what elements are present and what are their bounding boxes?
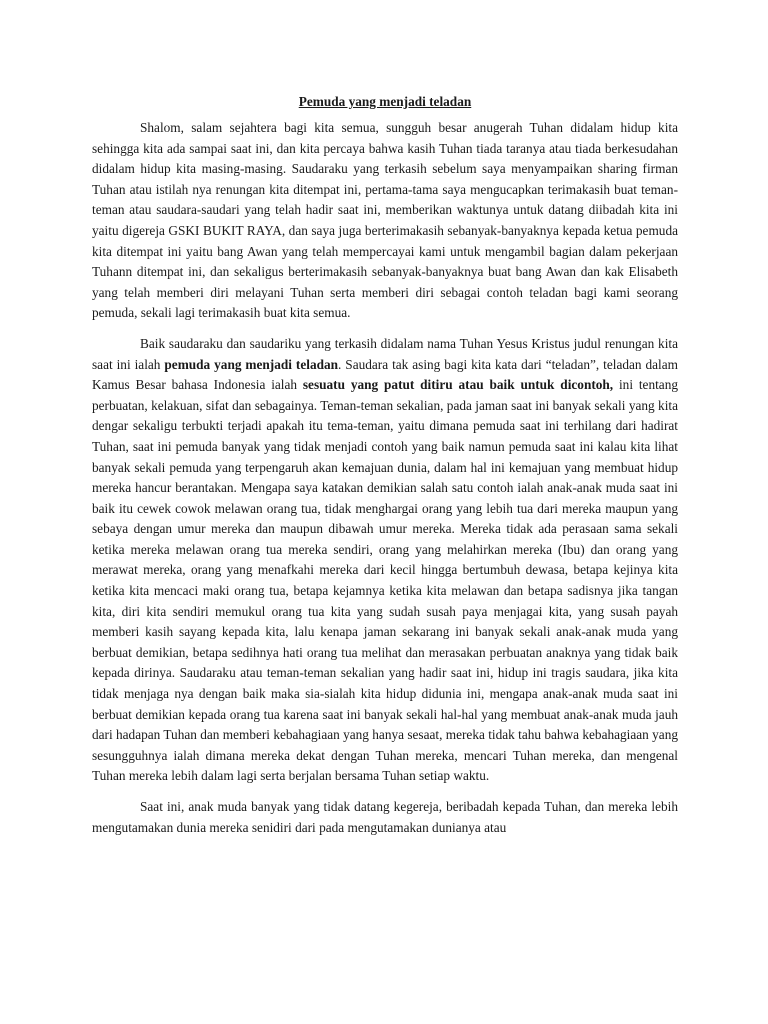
paragraph-1: [92, 118, 678, 324]
paragraph-3: [92, 797, 678, 838]
paragraph-text: ini tentang perbuatan, kelakuan, sifat dan sebagainya. Teman-teman sekalian, pada jaman saat ini banyak sekali yang kita dengar sekaligu terbukti terjadi apakah itu tema-teman, yaitu dimana pemuda saat ini terhilang dari hadirat Tuhan, saat ini pemuda banyak yang tidak menjadi contoh yang baik namun pemuda saat ini kalau kita lihat banyak sekali pemuda yang terpengaruh akan kemajuan dunia, dalam hal ini kemajuan yang membuat hidup mereka hancur berantakan. Mengapa saya katakan demikian salah satu contoh ialah anak-anak muda saat ini baik itu cewek cowok melawan orang tua, tidak menghargai orang yang lebih tua dari mereka maupun yang sebaya dengan umur mereka dan maupun dibawah umur mereka. Mereka tidak ada perasaan sama sekali ketika mereka melawan orang tua mereka sendiri, orang yang melahirkan mereka (Ibu) dan orang yang merawat mereka, orang yang menafkahi mereka dari kecil hingga bertumbuh dewasa, betapa kejinya kita ketika kita mencaci maki orang tua, betapa kejamnya ketika kita melawan dan betapa sadisnya jika tangan kita, diri kita sendiri memukul orang tua kita yang sudah susah paya menjagai kita, yang susah payah memberi kasih sayang kepada kita, lalu kenapa jaman sekarang ini banyak sekali anak-anak muda yang berbuat demikian, betapa sedihnya hati orang tua melihat dan merasakan perbuatan anaknya yang tidak baik kepada dirinya. Saudaraku atau teman-teman sekalian yang hadir saat ini, hidup ini tragis saudara, jika kita tidak menjaga nya dengan baik maka sia-sialah kita hidup didunia ini, mengapa anak-anak muda saat ini berbuat demikian kepada orang tua karena saat ini banyak sekali hal-hal yang membuat anak-anak muda jauh dari hadapan Tuhan dan memberi kebahagiaan yang hanya sesaat, mereka tidak tahu bahwa kebahagiaan yang sesungguhnya ialah dimana mereka dekat dengan Tuhan mereka, mencari Tuhan mereka, dan mengenal Tuhan mereka lebih dalam lagi serta berjalan bersama Tuhan setiap waktu.: [92, 377, 679, 784]
bold-phrase: pemuda yang menjadi teladan: [164, 356, 339, 372]
document-body: [92, 92, 678, 848]
paragraph-text: . Saudara tak asing bagi kita kata dari “teladan”, teladan dalam Kamus Besar bahasa Indonesia ialah: [92, 356, 678, 393]
paragraph-list: [92, 118, 678, 838]
paragraph-text: Shalom, salam sejahtera bagi kita semua, sungguh besar anugerah Tuhan didalam hidup kita sehingga kita ada sampai saat ini, dan kita percaya bahwa kasih Tuhan tiada taranya atau tiada berkesudahan didalam hidup kita masing-masing. Saudaraku yang terkasih sebelum saya menyampaikan sharing firman Tuhan atau istilah nya renungan kita ditempat ini, pertama-tama saya mengucapkan terimakasih buat teman-teman atau saudara-saudari yang telah hadir saat ini, memberikan waktunya untuk datang diibadah kita ini yaitu digereja GSKI BUKIT RAYA, dan saya juga berterimakasih sebanyak-banyaknya kepada ketua pemuda kita ditempat ini yaitu bang Awan yang telah mempercayai kami untuk mengambil bagian dalam pekerjaan Tuhann ditempat ini, dan sekaligus berterimakasih sebanyak-banyaknya buat bang Awan dan kak Elisabeth yang telah memberi diri melayani Tuhan serta memberi diri sebagai contoh teladan bagi kami seorang pemuda, sekali lagi terimakasih buat kita semua.: [92, 120, 678, 321]
document-title: Pemuda yang menjadi teladan: [298, 94, 472, 109]
paragraph-text: Saat ini, anak muda banyak yang tidak datang kegereja, beribadah kepada Tuhan, dan mereka lebih mengutamakan dunia mereka senidiri dari pada mengutamakan dunianya atau: [92, 799, 678, 835]
bold-phrase: sesuatu yang patut ditiru atau baik untuk dicontoh,: [302, 377, 614, 393]
paragraph-text: Baik saudaraku dan saudariku yang terkasih didalam nama Tuhan Yesus Kristus judul renungan kita saat ini ialah: [92, 335, 678, 372]
paragraph-2: [92, 334, 678, 787]
